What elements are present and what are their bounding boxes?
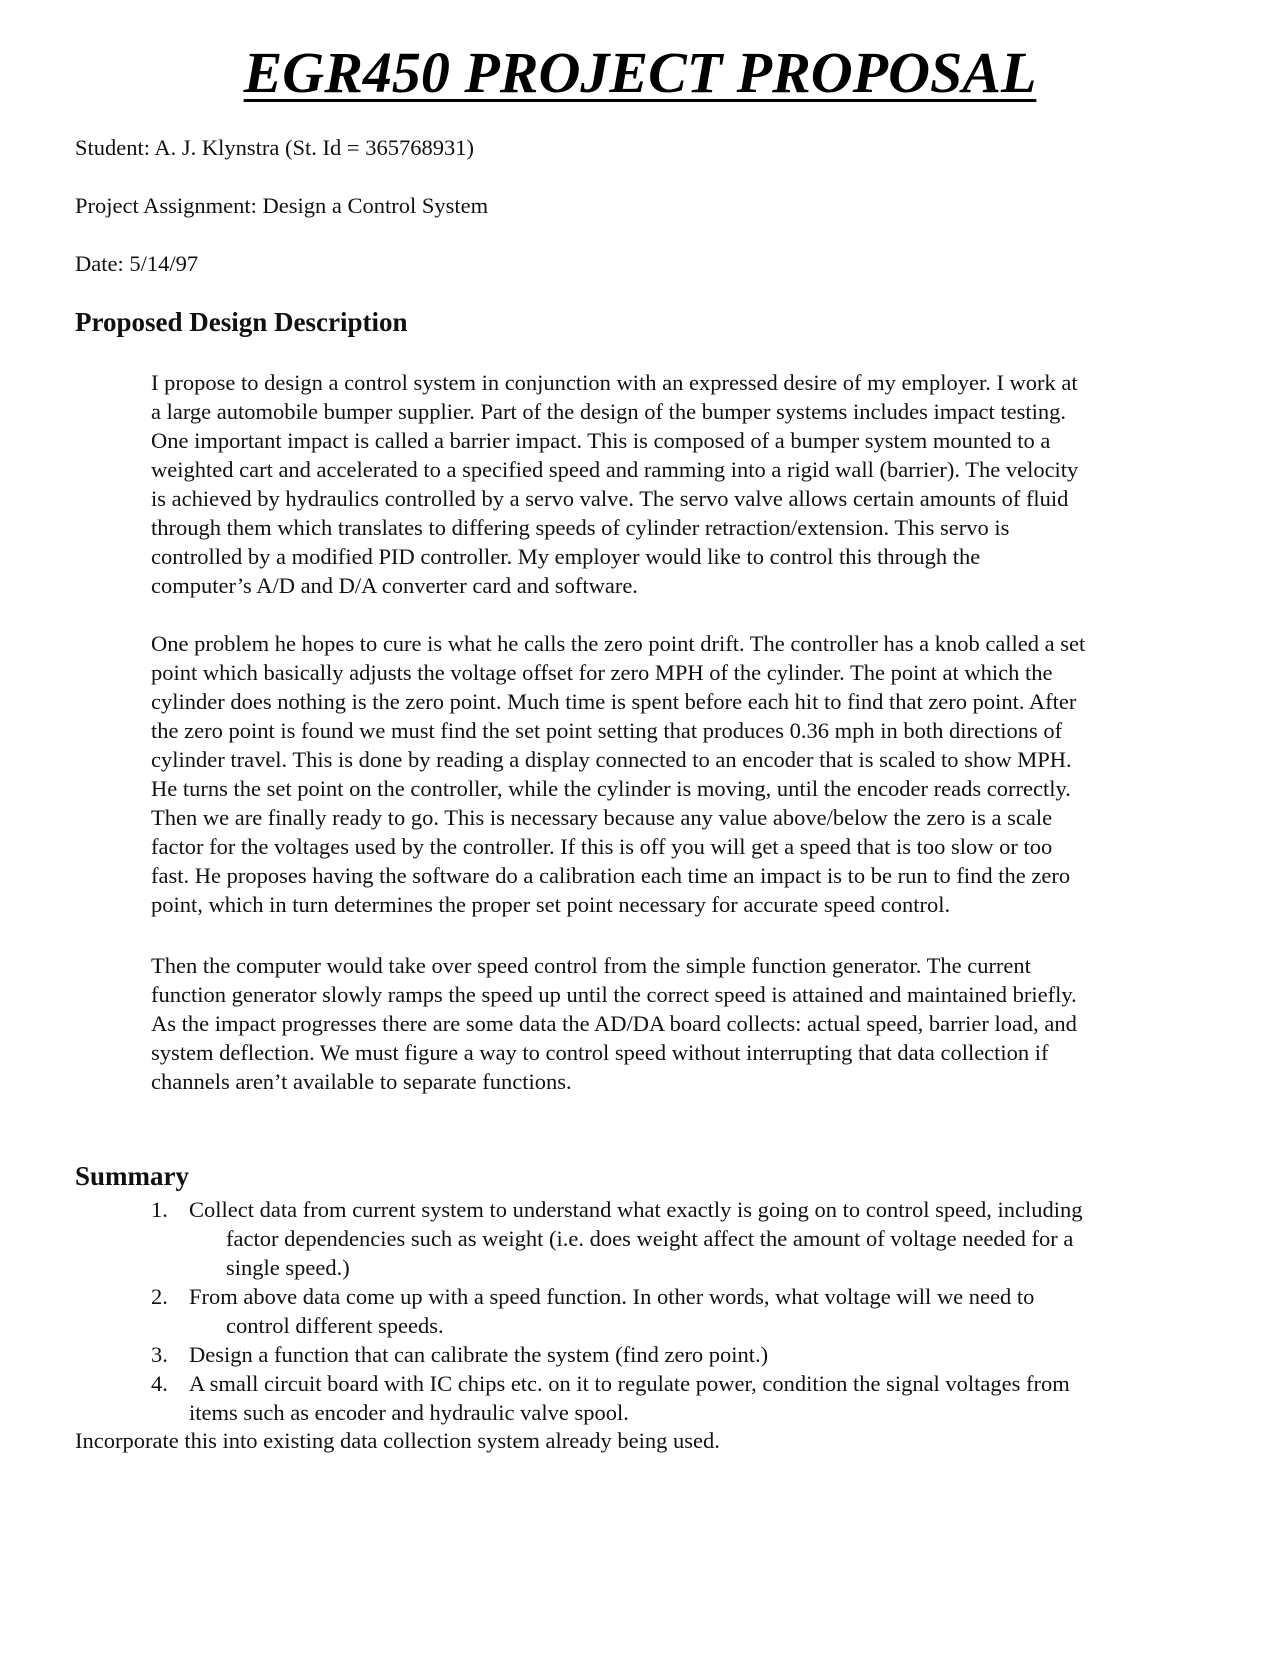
paragraph-2-line: point, which in turn determines the proper set point necessary for accurate speed control. bbox=[151, 892, 951, 917]
assignment-line: Project Assignment: Design a Control System bbox=[75, 193, 489, 218]
summary-item-line: From above data come up with a speed function. In other words, what voltage will we need to bbox=[189, 1284, 1035, 1309]
summary-item bbox=[151, 1282, 1201, 1340]
summary-item bbox=[151, 1195, 1201, 1282]
date-line: Date: 5/14/97 bbox=[75, 251, 199, 276]
summary-item-number: 2. bbox=[151, 1284, 168, 1309]
closing-line: Incorporate this into existing data collection system already being used. bbox=[75, 1428, 720, 1453]
paragraph-2-line: One problem he hopes to cure is what he calls the zero point drift. The controller has a knob called a set bbox=[151, 631, 1086, 656]
design-heading: Proposed Design Description bbox=[75, 307, 408, 337]
summary-item-number: 4. bbox=[151, 1371, 168, 1396]
paragraph-2-line: Then we are finally ready to go. This is necessary because any value above/below the zero is a scale bbox=[151, 805, 1053, 830]
paragraph-3-line: function generator slowly ramps the speed up until the correct speed is attained and maintained briefly. bbox=[151, 982, 1077, 1007]
paragraph-2-line: point which basically adjusts the voltage offset for zero MPH of the cylinder. The point at which the bbox=[151, 660, 1053, 685]
summary-list bbox=[151, 1195, 1201, 1427]
paragraph-1-line: computer’s A/D and D/A converter card and software. bbox=[151, 573, 638, 598]
summary-item-number: 3. bbox=[151, 1342, 168, 1367]
paragraph-2-line: factor for the voltages used by the controller. If this is off you will get a speed that is too slow or too bbox=[151, 834, 1053, 859]
summary-item-line: factor dependencies such as weight (i.e. does weight affect the amount of voltage needed for a bbox=[226, 1226, 1074, 1251]
paragraph-3 bbox=[151, 951, 1201, 1096]
paragraph-1-line: One important impact is called a barrier impact. This is composed of a bumper system mounted to a bbox=[151, 428, 1051, 453]
paragraph-3-line: Then the computer would take over speed control from the simple function generator. The current bbox=[151, 953, 1031, 978]
summary-item-line: single speed.) bbox=[226, 1255, 350, 1280]
paragraph-1 bbox=[151, 368, 1201, 600]
paragraph-1-line: weighted cart and accelerated to a specified speed and ramming into a rigid wall (barrier). The velocity bbox=[151, 457, 1079, 482]
paragraph-3-line: As the impact progresses there are some data the AD/DA board collects: actual speed, barrier load, and bbox=[151, 1011, 1077, 1036]
paragraph-2 bbox=[151, 629, 1201, 919]
summary-item-number: 1. bbox=[151, 1197, 168, 1222]
summary-item bbox=[151, 1340, 1201, 1369]
paragraph-1-line: through them which translates to differing speeds of cylinder retraction/extension. This servo is bbox=[151, 515, 1010, 540]
paragraph-2-line: fast. He proposes having the software do a calibration each time an impact is to be run to find the zero bbox=[151, 863, 1071, 888]
paragraph-1-line: is achieved by hydraulics controlled by a servo valve. The servo valve allows certain amounts of fluid bbox=[151, 486, 1069, 511]
paragraph-1-line: I propose to design a control system in conjunction with an expressed desire of my employer. I work at bbox=[151, 370, 1078, 395]
summary-item-line: Design a function that can calibrate the system (find zero point.) bbox=[189, 1342, 769, 1367]
paragraph-1-line: a large automobile bumper supplier. Part of the design of the bumper systems includes impact testing. bbox=[151, 399, 1067, 424]
document-title: EGR450 PROJECT PROPOSAL bbox=[243, 40, 1037, 105]
summary-item-line: Collect data from current system to understand what exactly is going on to control speed, including bbox=[189, 1197, 1083, 1222]
summary-item bbox=[151, 1369, 1201, 1427]
paragraph-2-line: the zero point is found we must find the set point setting that produces 0.36 mph in both directions of bbox=[151, 718, 1063, 743]
student-line: Student: A. J. Klynstra (St. Id = 365768931) bbox=[75, 135, 474, 160]
paragraph-3-line: system deflection. We must figure a way to control speed without interrupting that data collection if bbox=[151, 1040, 1049, 1065]
summary-heading: Summary bbox=[75, 1161, 189, 1191]
paragraph-2-line: He turns the set point on the controller, while the cylinder is moving, until the encoder reads correctly. bbox=[151, 776, 1071, 801]
paragraph-1-line: controlled by a modified PID controller. My employer would like to control this through the bbox=[151, 544, 981, 569]
paragraph-2-line: cylinder travel. This is done by reading a display connected to an encoder that is scaled to show MPH. bbox=[151, 747, 1072, 772]
summary-item-line: A small circuit board with IC chips etc. on it to regulate power, condition the signal voltages from bbox=[189, 1371, 1070, 1396]
summary-item-line: items such as encoder and hydraulic valve spool. bbox=[189, 1400, 629, 1425]
paragraph-2-line: cylinder does nothing is the zero point. Much time is spent before each hit to find that zero point. After bbox=[151, 689, 1077, 714]
paragraph-3-line: channels aren’t available to separate functions. bbox=[151, 1069, 572, 1094]
summary-item-line: control different speeds. bbox=[226, 1313, 444, 1338]
